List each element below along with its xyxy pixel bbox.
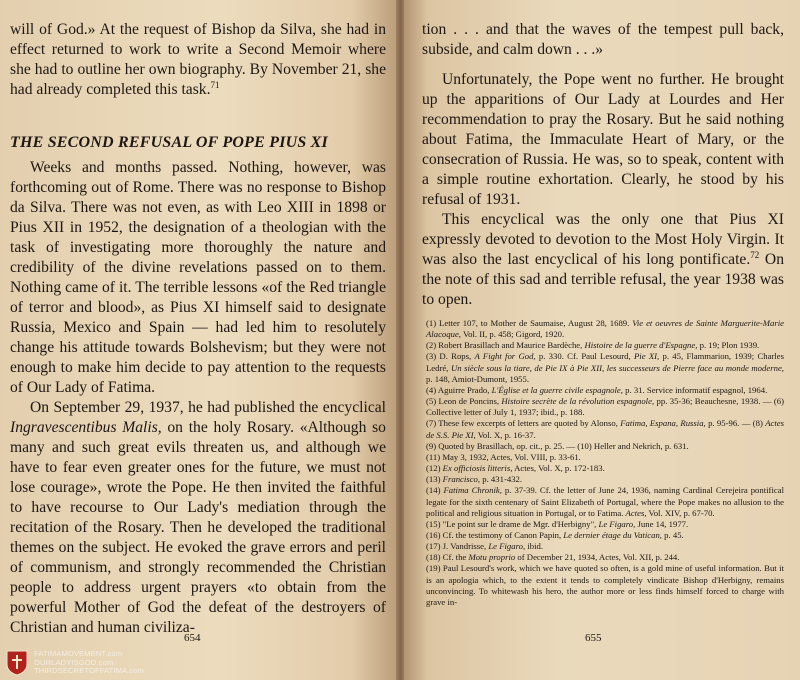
watermark (4, 648, 204, 678)
text-span: she had in effect returned to work to write a Second Memoir where she had to outline her own biography. By November 21, she had already completed this task. (10, 21, 386, 98)
footnote: (18) Cf. the Motu proprio of December 21, 1934, Actes, Vol. XII, p. 244. (426, 552, 680, 563)
footnotes (426, 318, 784, 608)
page-number-right: 655 (585, 632, 602, 644)
footnote: (14) Fatima Chronik, p. 37-39. Cf. the letter of June 24, 1936, naming Cardinal Cerejeira pontifical legate for the sixth centenary of Saint Elizabeth of Portugal, where the Pope makes no allusion to the political and religious situation in Portugal, or to Fatima. Actes, Vol. XIV, p. 67-70. (426, 485, 784, 518)
footnote: (3) D. Rops, A Fight for God, p. 330. Cf. Paul Lesourd, Pie XI, p. 45, Flammarion, 1939; Charles Ledré, Un siècle sous la tiare, de Pie IX à Pie XII, les successeurs de Pierre face au monde moderne, p. 148, Amiot-Dumont, 1955. (426, 351, 784, 384)
text-span: This encyclical was the only one that Pius XI expressly devoted to devotion to the Most Holy Virgin. It was also the last encyclical of his long pontificate. (422, 211, 784, 268)
footnote: (12) Ex officiosis litteris, Actes, Vol. X, p. 172-183. (426, 463, 605, 474)
right-page-body (422, 20, 784, 310)
watermark-text (34, 650, 144, 676)
footnote: (13) Francisco, p. 431-432. (426, 474, 523, 485)
footnote: (2) Robert Brasillach and Maurice Bardèche, Histoire de la guerre d'Espagne, p. 19; Plon 1939. (426, 340, 760, 351)
text-line: will of God.» At the request of Bishop da Silva, (10, 21, 317, 38)
watermark-line: THIRDSECRETOFFATIMA.com (34, 666, 145, 676)
text-span: on the holy Rosary. «Although so many and such great evils threaten us, and although we have to fear even greater ones for the future, we must not lose courage», wrote the Pope. He then invited the faithful to have recourse to Our Lady's mediation through the recitation of the Rosary. Then he developed the traditional themes on the subject. He evoked the grave errors and peril of communism, and strongly recommended the Christian people to address urgent prayers «to obtain from the powerful Mother of God the defeat of the destroyers of Christian and human civiliza- (10, 419, 386, 636)
page-number-left: 654 (184, 632, 201, 644)
paragraph: Weeks and months passed. Nothing, however, was forthcoming out of Rome. There was no response to Bishop da Silva. There was not even, as with Leo XIII in 1898 or Pius XII in 1952, the designation of a theologian with the task of investigating more thoroughly the nature and credibility of the divine revelations passed on to them. Nothing came of it. The terrible lessons «of the Red triangle of terror and blood», as Pius XI himself said to designate Russia, Mexico and Spain — had led him to resolutely change his attitude towards Bolshevism; but they were not enough to make him decide to pay attention to the requests of Our Lady of Fatima. (10, 159, 386, 396)
footnote: (5) Leon de Poncins, Histoire secrète de la révolution espagnole, pp. 35-36; Beauchesne, 1938. — (6) Collective letter of July 1, 1937; ibid., p. 188. (426, 396, 784, 418)
left-page-body (10, 158, 386, 638)
footnote-ref: 72 (750, 249, 760, 260)
watermark-line: OURLADYISGOD.com (34, 657, 114, 667)
footnote-ref: 71 (210, 79, 220, 90)
footnote: (1) Letter 107, to Mother de Saumaise, August 28, 1689. Vie et oeuvres de Sainte Marguerite-Marie Alacoque, Vol. II, p. 458; Gigord, 1920. (426, 318, 784, 340)
footnote: (9) Quoted by Brasillach, op. cit., p. 25. — (10) Heller and Nekrich, p. 631. (426, 440, 689, 451)
footnote: (16) Cf. the testimony of Canon Papin, Le dernier étage du Vatican, p. 45. (426, 529, 684, 540)
footnote: (4) Aguirre Prado, L'Église et la guerre civile espagnole, p. 31. Service informatif espagnol, 1964. (426, 384, 768, 395)
paragraph (10, 398, 386, 638)
text-span: On September 29, 1937, he had published the encyclical (30, 399, 386, 416)
footnote: (7) These few excerpts of letters are quoted by Alonso, Fatima, Espana, Russia, p. 95-96. — (8) Actes de S.S. Pie XI, Vol. X, p. 16-37. (426, 418, 785, 440)
footnote: (19) Paul Lesourd's work, which we have quoted so often, is a gold mine of useful information. But it is an apologia which, to the extent it tends to completely vindicate Bishop d'Herbigny, remains unconvincing. To whitewash his hero, the author more or less finds himself forced to charge with grave in- (426, 563, 784, 607)
book-spine (396, 0, 404, 680)
italic-title: Ingravescentibus Malis, (10, 419, 162, 436)
section-heading: THE SECOND REFUSAL OF POPE PIUS XI (10, 134, 328, 151)
footnote: (17) J. Vandrisse, Le Figaro, ibid. (426, 541, 544, 552)
paragraph-continued (10, 20, 386, 100)
paragraph-continued: tion . . . and that the waves of the tempest pull back, subside, and calm down . . .» (422, 21, 784, 58)
paragraph (422, 210, 784, 310)
footnote: (11) May 3, 1932, Actes, Vol. VIII, p. 33-61. (426, 451, 581, 462)
watermark-line: FATIMAMOVEMENT.com (34, 649, 123, 658)
text-span: On the note of this sad and terrible refusal, the year 1938 was to open. (422, 251, 784, 308)
footnote: (15) "Le point sur le drame de Mgr. d'Herbigny", Le Figaro, June 14, 1977. (426, 518, 689, 529)
shield-logo-icon (6, 650, 28, 676)
paragraph: Unfortunately, the Pope went no further. He brought up the apparitions of Our Lady at Lourdes and Her recommendation to pray the Rosary. But he said nothing about Fatima, the Immaculate Heart of Mary, or the consecration of Russia. He was, so to speak, content with a simple routine exhortation. Clearly, he stood by his refusal of 1931. (422, 71, 784, 208)
left-page-text (10, 20, 386, 100)
